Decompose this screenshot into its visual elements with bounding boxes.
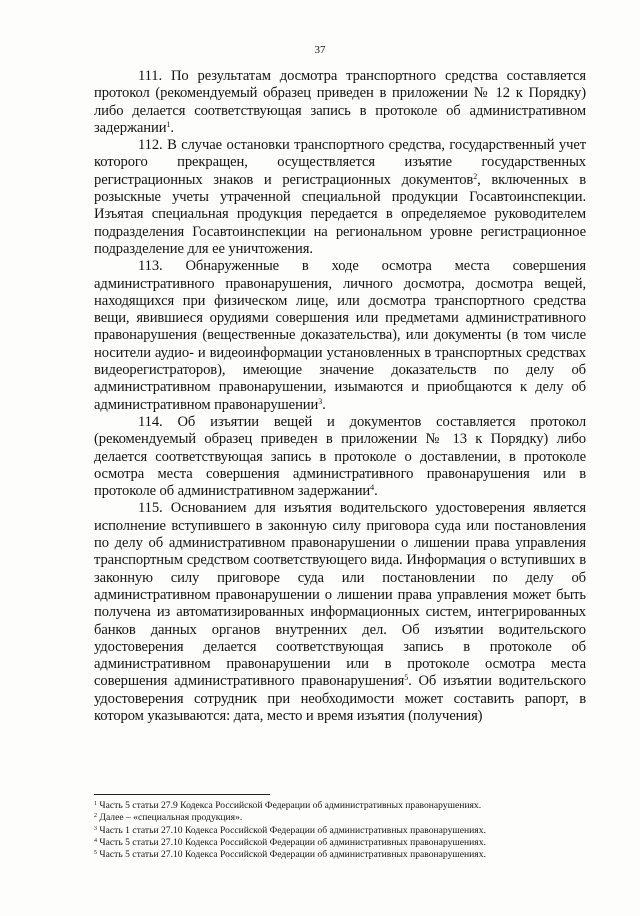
- footnote-separator: [94, 794, 270, 795]
- footnote-number: 4: [94, 837, 97, 844]
- footnote-reference: 5: [404, 673, 409, 683]
- document-body: [94, 68, 586, 725]
- paragraph-text: 115. Основанием для изъятия водительского удостоверения является исполнение вступившего в законную силу приговора суда или постановления по делу об административном правонарушении о лишении права управления транспортным средством соответствующего вида. Информация о вступивших в законную силу приговоре суда или постановлении по делу об административном правонарушении о лишении права управления может быть получена из автоматизированных информационных систем, интегрированных банков данных органов внутренних дел. Об изъятии водительского удостоверения делается соответствующая запись в протоколе об административном правонарушении или в протоколе осмотра места совершения административного правонарушения: [94, 500, 586, 690]
- paragraph-text: . Об изъятии водительского удостоверения сотрудник при необходимости может составить рапорт, в котором указываются: дата, место и время изъятия (получения): [94, 673, 586, 724]
- footnote-item: [94, 800, 586, 812]
- footnotes: [94, 800, 586, 861]
- footnote-item: [94, 812, 586, 824]
- page-number: 37: [314, 44, 326, 56]
- footnote-text: Далее – «специальная продукция».: [97, 812, 243, 824]
- paragraph-text: .: [322, 396, 326, 413]
- footnote-item: [94, 837, 586, 849]
- paragraph-text: 112. В случае остановки транспортного средства, государственный учет которого прекращен, осуществляется изъятие государственных регистрационных знаков и регистрационных документов: [94, 137, 586, 188]
- footnote-reference: 2: [473, 171, 478, 181]
- footnote-text: Часть 1 статьи 27.10 Кодекса Российской Федерации об административных правонарушениях.: [97, 824, 486, 836]
- footnote-text: Часть 5 статьи 27.10 Кодекса Российской Федерации об административных правонарушениях.: [97, 836, 486, 848]
- paragraph-text: 114. Об изъятии вещей и документов составляется протокол (рекомендуемый образец приведен в приложении № 13 к Порядку) либо делается соответствующая запись в протоколе о доставлении, в протоколе осмотра места совершения административного правонарушения или в протоколе об административном задержании: [94, 413, 586, 500]
- footnote-text: Часть 5 статьи 27.10 Кодекса Российской Федерации об административных правонарушениях.: [97, 849, 486, 861]
- paragraph-text: , включенных в розыскные учеты утраченной специальной продукции Госавтоинспекции. Изъятая специальная продукция передается в определяемое руководителем подразделения Госавтоинспекции на региональном уровне регистрационное подразделение для ее уничтожения.: [94, 171, 587, 257]
- paragraph: [94, 68, 586, 137]
- footnote-number: 3: [94, 825, 97, 832]
- paragraph-text: 113. Обнаруженные в ходе осмотра места совершения административного правонарушения, личного досмотра, досмотра вещей, находящихся при физическом лице, или досмотра транспортного средства вещи, явившиеся орудиями совершения или предметами административного правонарушения (вещественные доказательства), или документы (в том числе носители аудио- и видеоинформации установленных в транспортных средствах видеорегистраторов), имеющие значение доказательств по делу об административном правонарушении, изымаются и приобщаются к делу об административном правонарушении: [94, 258, 586, 413]
- footnote-reference: 4: [370, 483, 375, 493]
- footnote-reference: 3: [318, 396, 323, 406]
- paragraph: [94, 258, 586, 414]
- paragraph-text: .: [170, 119, 174, 136]
- footnote-number: 2: [94, 813, 97, 820]
- paragraph: [94, 137, 586, 258]
- footnote-text: Часть 5 статьи 27.9 Кодекса Российской Федерации об административных правонарушениях.: [97, 800, 482, 811]
- footnote-number: 1: [94, 801, 97, 807]
- paragraph: [94, 414, 586, 500]
- footnote-number: 5: [94, 850, 97, 857]
- paragraph: [94, 500, 586, 725]
- paragraph-text: 111. По результатам досмотра транспортного средства составляется протокол (рекомендуемый образец приведен в приложении № 12 к Порядку) либо делается соответствующая запись в протоколе об административном задержании: [94, 68, 586, 136]
- paragraph-text: .: [374, 483, 378, 500]
- footnote-reference: 1: [166, 119, 171, 129]
- footnote-item: [94, 849, 586, 861]
- footnote-item: [94, 825, 586, 837]
